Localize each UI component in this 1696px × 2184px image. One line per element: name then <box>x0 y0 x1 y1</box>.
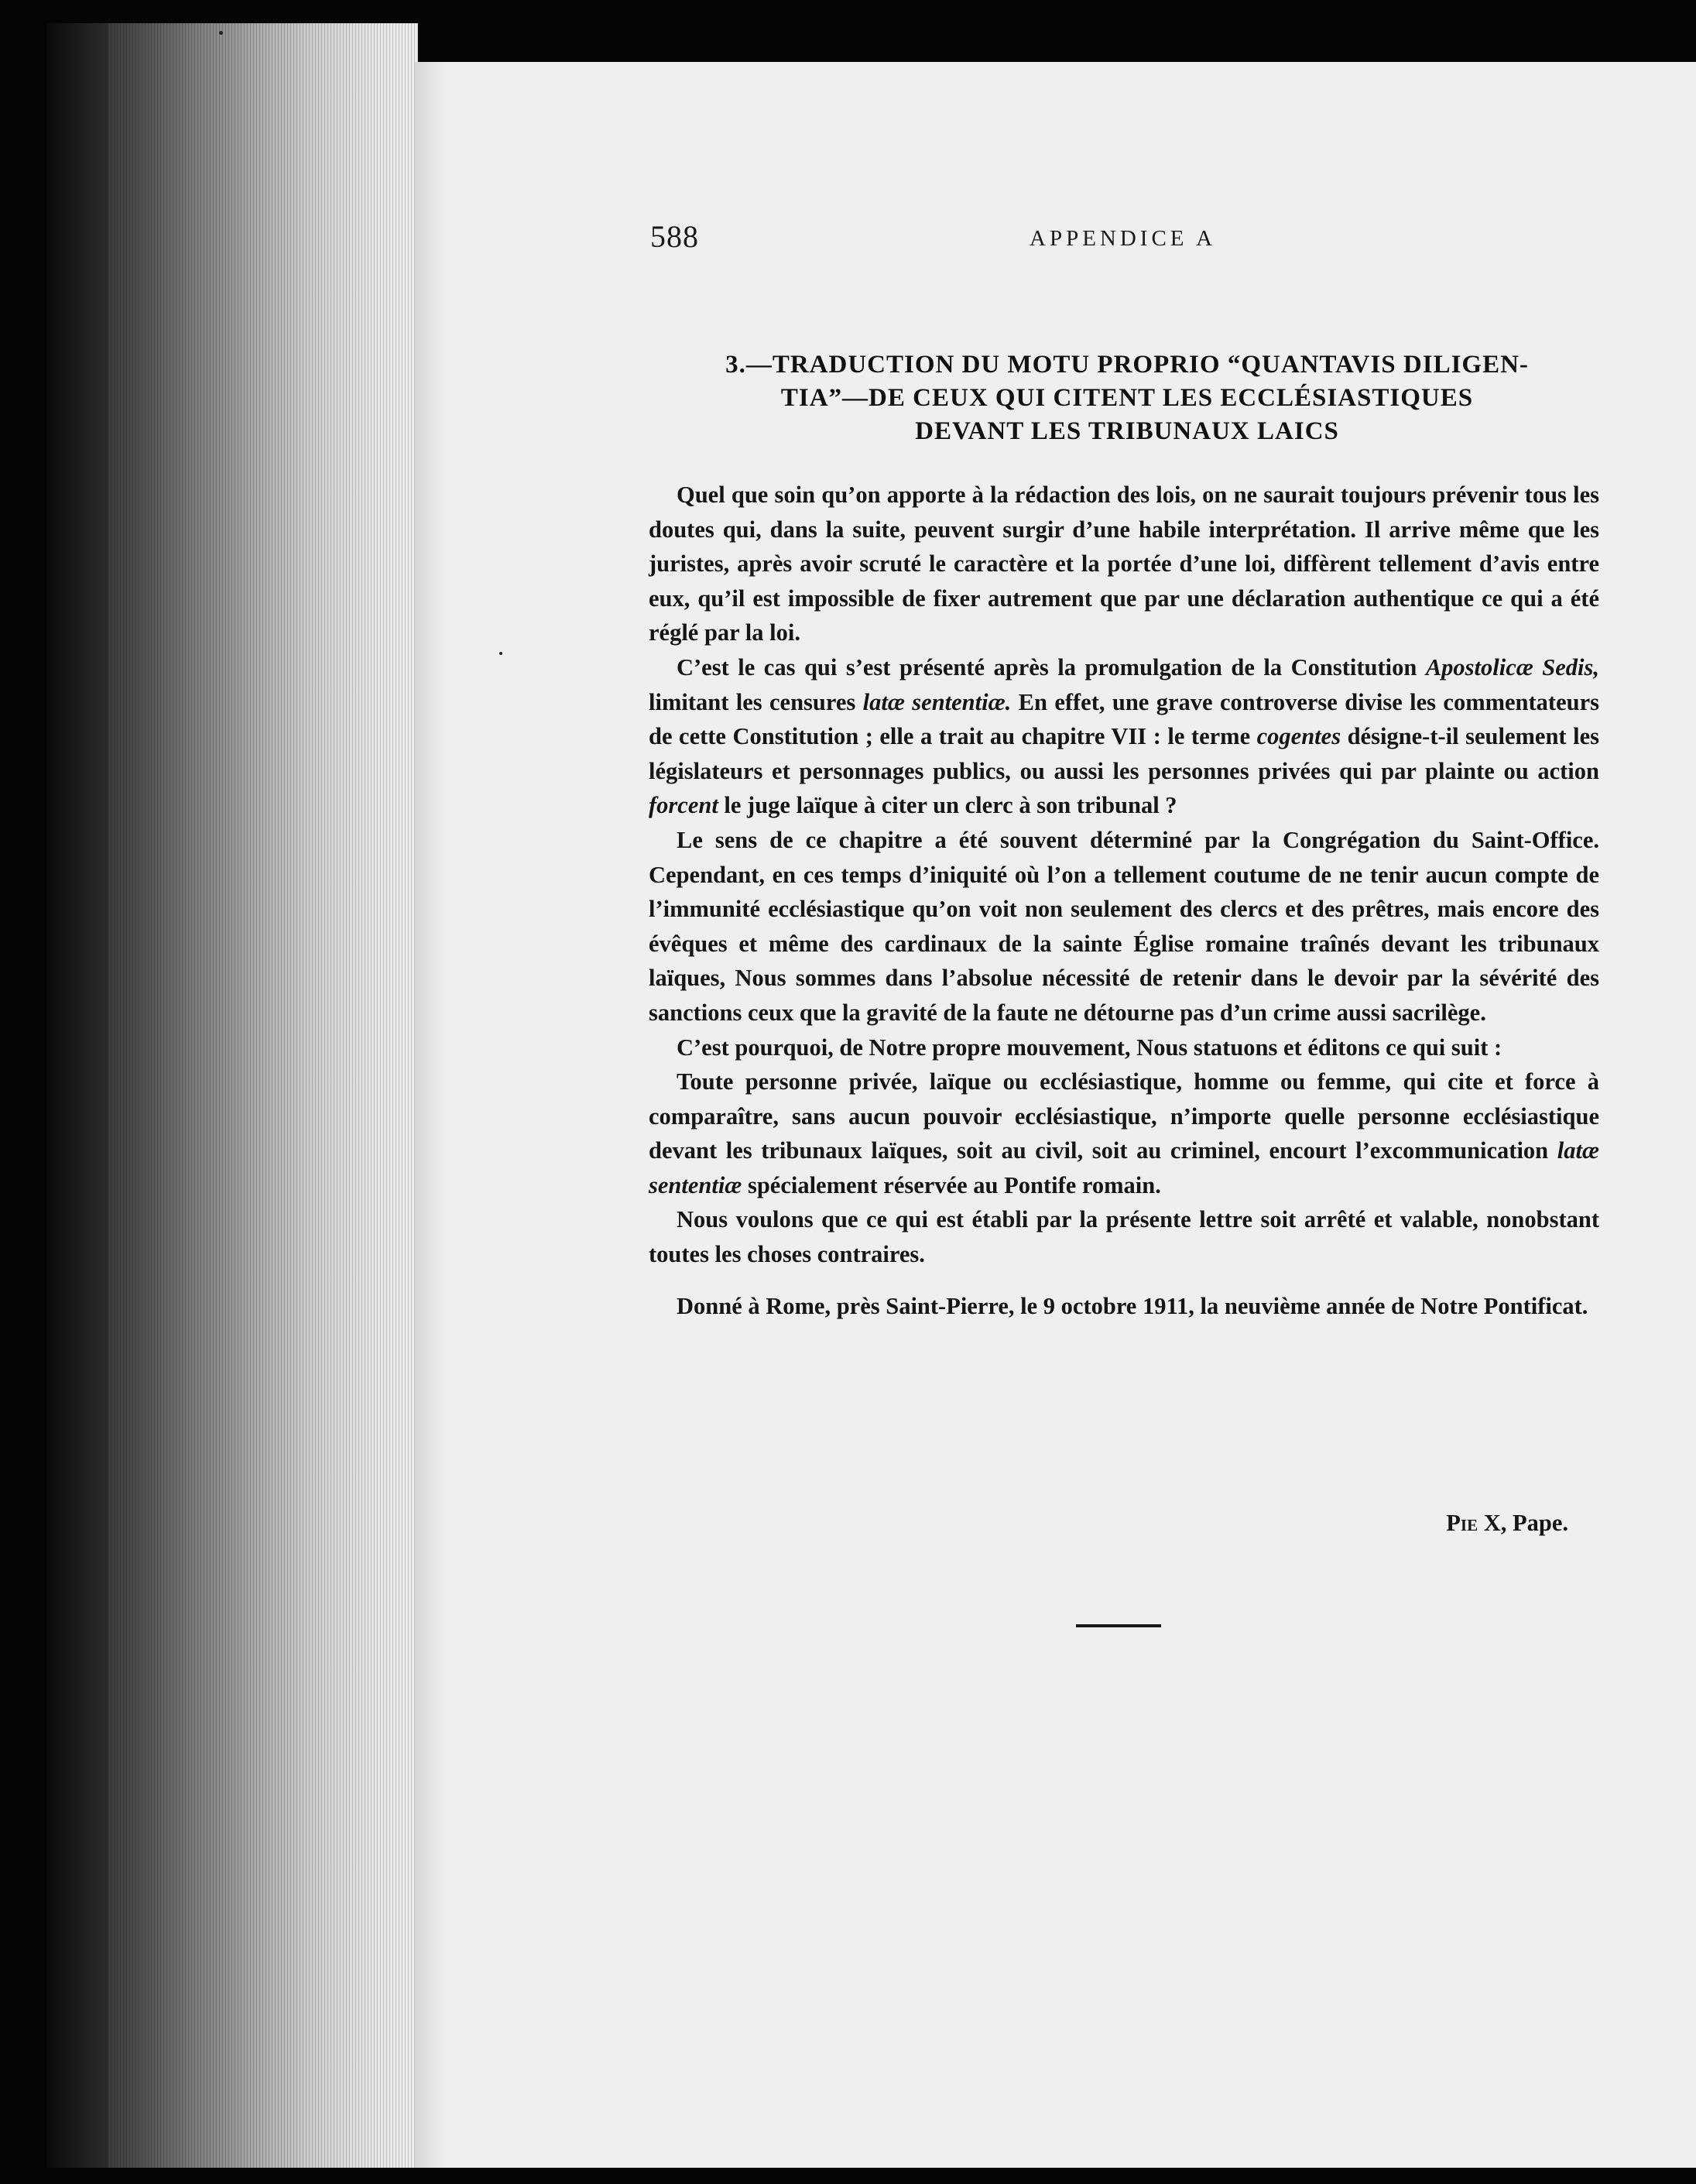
italic-run: forcent <box>649 792 718 819</box>
paragraph: C’est pourquoi, de Notre propre mouvement, Nous statuons et éditons ce qui suit : <box>677 1034 1502 1061</box>
text-run: C’est le cas qui s’est présenté après la promulgation de la Constitution <box>677 653 1426 681</box>
paragraph: Nous voulons que ce qui est établi par la présente lettre soit arrêté et valable, nonobstant toutes les choses contraires. <box>649 1206 1599 1268</box>
text-run: En effet, une grave controverse divise les commentateurs de cette Constitution ; elle a trait au chapitre VII : le terme <box>649 688 1599 750</box>
text-run: le juge laïque à citer un clerc à son tribunal ? <box>718 792 1177 819</box>
running-title: APPENDICE A <box>1030 226 1217 251</box>
book-spine <box>46 23 108 2168</box>
paragraph: Quel que soin qu’on apporte à la rédaction des lois, on ne saurait toujours prévenir tous les doutes qui, dans la suite, peuvent surgir d’une habile interprétation. Il arrive même que les juristes, après avoir scruté le caractère et la portée d’une loi, diffèrent tellement d’avis entre eux, qu’il est impossible de fixer autrement que par une déclaration authentique ce qui a été réglé par la loi. <box>649 482 1599 646</box>
section-title-line: TIA”—DE CEUX QUI CITENT LES ECCLÉSIASTIQUES <box>780 384 1474 412</box>
paragraph <box>649 650 1599 823</box>
paragraph <box>649 1065 1599 1202</box>
italic-run: latæ sententiæ <box>649 1137 1599 1198</box>
page-number: 588 <box>650 219 699 254</box>
date-line: Donné à Rome, près Saint-Pierre, le 9 octobre 1911, la neuvième année de Notre Pontificat. <box>677 1292 1588 1319</box>
section-title <box>650 348 1604 448</box>
section-title-line: 3.—TRADUCTION DU MOTU PROPRIO “QUANTAVIS DILIGEN- <box>725 351 1529 379</box>
italic-run: Apostolicæ Sedis, <box>1425 653 1599 681</box>
italic-run: cogentes <box>1256 723 1341 750</box>
text-run: limitant les censures <box>649 688 863 715</box>
running-head <box>650 218 1610 257</box>
signature-title: X, Pape. <box>1478 1510 1568 1536</box>
scan-speck <box>219 31 223 35</box>
body-text <box>649 478 1599 1323</box>
end-rule <box>1076 1624 1161 1627</box>
italic-run: latæ sententiæ. <box>862 688 1012 715</box>
signature-name: Pie <box>1446 1510 1478 1536</box>
signature <box>1446 1510 1568 1537</box>
section-title-line: DEVANT LES TRIBUNAUX LAICS <box>915 417 1339 445</box>
text-run: spécialement réservée au Pontife romain. <box>742 1171 1161 1198</box>
paragraph: Le sens de ce chapitre a été souvent déterminé par la Congrégation du Saint-Office. Cependant, en ces temps d’iniquité où l’on a tellement coutume de ne tenir aucun compte de l’immunité ecclésiastique qu’on voit non seulement des clercs et des prêtres, mais encore des évêques et même des cardinaux de la sainte Église romaine traînés devant les tribunaux laïques, Nous sommes dans l’absolue nécessité de retenir dans le devoir par la sévérité des sanctions ceux que la gravité de la faute ne détourne pas d’un crime aussi sacrilège. <box>649 826 1599 1026</box>
page-gutter-shadow <box>415 62 446 2168</box>
text-run: désigne-t-il seulement les législateurs et personnages publics, ou aussi les personnes privées qui par plainte ou action <box>649 723 1599 784</box>
scan-speck <box>499 652 502 655</box>
text-run: Toute personne privée, laïque ou ecclésiastique, homme ou femme, qui cite et force à comparaître, sans aucun pouvoir ecclésiastique, n’importe quelle personne ecclésiastique devant les tribunaux laïques, soit au civil, soit au criminel, encourt l’excommunication <box>649 1068 1599 1164</box>
